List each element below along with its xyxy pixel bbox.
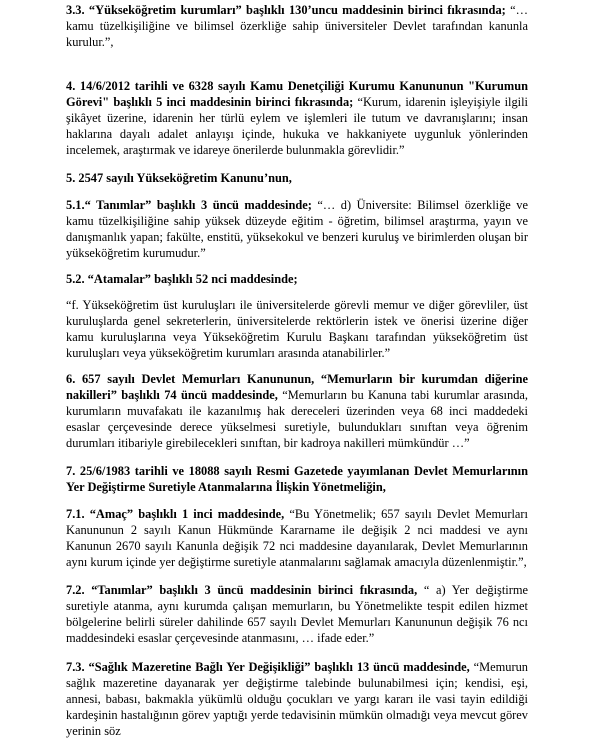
paragraph-heading: 4. 14/6/2012 tarihli ve 6328 sayılı Kamu Denetçiliği Kurumu Kanununun "Kurumun Görevi" başlıklı 5 inci maddesinin birinci fıkrasında; — [66, 79, 528, 109]
paragraph-heading: 6. 657 sayılı Devlet Memurları Kanununun, “Memurların bir kurumdan diğerine nakilleri” başlıklı 74 üncü maddesinde, — [66, 372, 528, 402]
paragraph-heading: 5.2. “Atamalar” başlıklı 52 nci maddesinde; — [66, 272, 298, 286]
paragraph-text: “Memurun sağlık mazeretine dayanarak yer değiştirme talebinde bulunabilmesi için; kendisi, eşi, annesi, babası, bakmakla yükümlü olduğu çocukları ve yargı kararı ile vasi tayin edildiği kardeşinin hastalığının görev yaptığı yerde tedavisinin mümkün olmadığı veya mevcut görev yerinin söz — [66, 660, 528, 738]
paragraph-heading: 3.3. “Yükseköğretim kurumları” başlıklı 130’uncu maddesinin birinci fıkrasında; — [66, 3, 506, 17]
paragraph-heading: 5. 2547 sayılı Yükseköğretim Kanunu’nun, — [66, 171, 292, 185]
paragraph-text: “ a) Yer değiştirme suretiyle atanma, aynı kurumda çalışan memurların, bu Yönetmelikte tespit edilen hizmet bölgelerine belirli süreler dahilinde 657 sayılı Devlet Memurları Kanununun değişik 76 ncı maddesindeki esaslar çerçevesinde atanmasını, … ifade eder.” — [66, 583, 528, 645]
paragraph-text: “… d) Üniversite: Bilimsel özerkliğe ve kamu tüzelkişiliğine sahip yüksek düzeyde eğitim - öğretim, bilimsel araştırma, yayın ve danışmanlık yapan; fakülte, enstitü, yüksekokul ve benzeri kuruluş ve birimlerden oluşan bir yükseköğretim kurumudur.” — [66, 198, 529, 260]
paragraph-text: “Kurum, idarenin işleyişiyle ilgili şikâyet üzerine, idarenin her türlü eylem ve işlemleri ile tutum ve davranışlarını; insan haklarına dayalı adalet anlayışı içinde, hukuka ve hakkaniyete uygunluk yönlerinden incelemek, araştırmak ve idareye önerilerde bulunmakla görevlidir.” — [66, 95, 529, 157]
paragraph-heading: 7.2. “Tanımlar” başlıklı 3 üncü maddesinin birinci fıkrasında, — [66, 583, 418, 597]
paragraph-text: “… kamu tüzelkişiliğine ve bilimsel özerkliğe sahip üniversiteler Devlet tarafından kanunla kurulur.”, — [66, 3, 528, 49]
paragraph-text: “Memurların bu Kanuna tabi kurumlar arasında, kurumların muvafakatı ile kazanılmış hak dereceleri üzerinden veya 68 inci maddedeki esaslar çerçevesinde derece yükselmesi suretiyle, bulundukları sınıftan veya öğrenim durumları itibariyle girebilecekleri sınıftan, bir kadroya nakilleri mümkündür …” — [66, 388, 528, 450]
paragraph-text: “f. Yükseköğretim üst kuruluşları ile üniversitelerde görevli memur ve diğer görevliler, üst kuruluşlarda genel sekreterlerin, üniversitelerde rektörlerin istek ve önerisi üzerine diğer kamu kuruluşlarına veya Yükseköğretim Kurulu Başkanı tarafından yükseköğretim üst kuruluşları veya yükseköğretim kurumları arasında atanabilirler.” — [66, 298, 528, 360]
paragraph-heading: 7.1. “Amaç” başlıklı 1 inci maddesinde, — [66, 507, 285, 521]
paragraph-7-3 — [66, 659, 528, 739]
paragraph-6 — [66, 371, 528, 451]
paragraph-heading: 5.1.“ Tanımlar” başlıklı 3 üncü maddesinde; — [66, 198, 312, 212]
paragraph-7-1 — [66, 506, 528, 570]
paragraph-3-3 — [66, 2, 528, 50]
paragraph-5-2-f — [66, 297, 528, 361]
paragraph-7 — [66, 463, 528, 495]
paragraph-5 — [66, 170, 528, 186]
paragraph-4 — [66, 78, 528, 158]
paragraph-text: “Bu Yönetmelik; 657 sayılı Devlet Memurları Kanununun 2 sayılı Kanun Hükmünde Kararname ile değişik 2 nci maddesi ve aynı Kanunun 2670 sayılı Kanunla değişik 72 nci maddesine dayanılarak, Devlet Memurlarının aynı kurum içinde yer değiştirme suretiyle atanmalarını sağlamak amacıyla düzenlenmiştir.”, — [66, 507, 528, 569]
paragraph-5-2 — [66, 271, 528, 287]
paragraph-heading: 7.3. “Sağlık Mazeretine Bağlı Yer Değişikliği” başlıklı 13 üncü maddesinde, — [66, 660, 470, 674]
paragraph-7-2 — [66, 582, 528, 646]
paragraph-5-1 — [66, 197, 528, 261]
paragraph-heading: 7. 25/6/1983 tarihli ve 18088 sayılı Resmi Gazetede yayımlanan Devlet Memurlarının Yer Değiştirme Suretiyle Atanmalarına İlişkin Yönetmeliğin, — [66, 464, 528, 494]
